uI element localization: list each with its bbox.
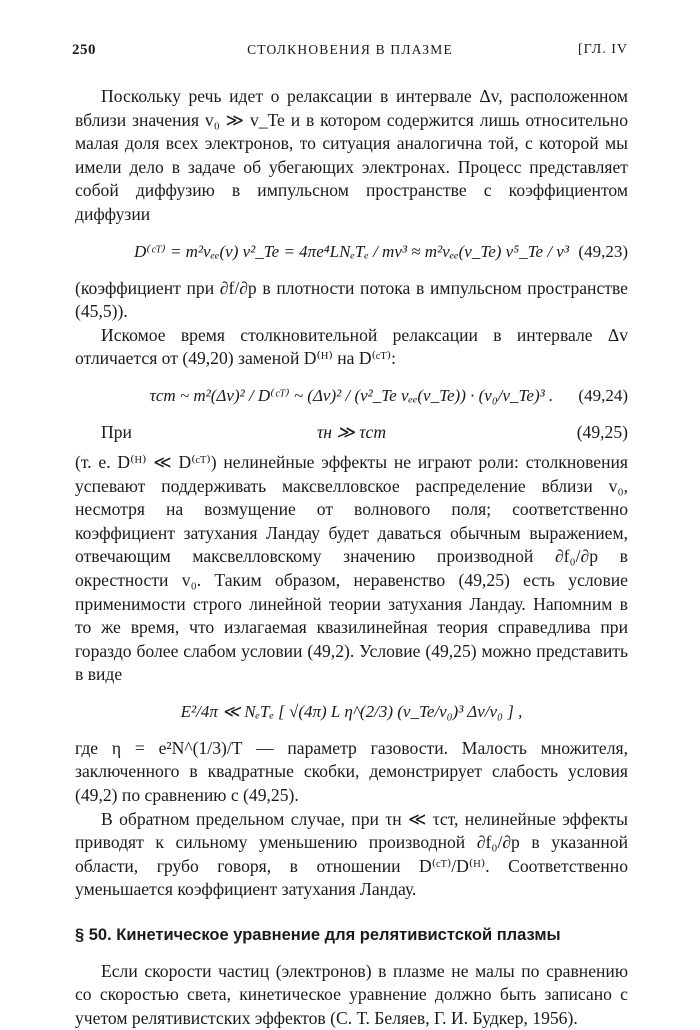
equation-formula: τст ~ m²(Δv)² / D⁽ᶜᵀ⁾ ~ (Δv)² / (v²_Te νₑₑ(v_Te)) · (v₀/v_Te)³ .	[149, 385, 554, 405]
equation-number: (49,23)	[578, 241, 628, 261]
equation-formula: τн ≫ τст	[316, 421, 387, 442]
paragraph-collision-time: Искомое время столкновительной релаксации в интервале Δv отличается от (49,20) заменой D⁽ᴴ⁾ на D⁽ᶜᵀ⁾:	[75, 324, 628, 369]
page-body	[75, 85, 628, 1030]
equation-formula: E²/4π ≪ NₑTₑ [ √(4π) L η^(2/3) (v_Te/v₀)³ Δv/v₀ ] ,	[180, 701, 523, 721]
paragraph-coefficient: (коэффициент при ∂f/∂p в плотности потока в импульсном пространстве (45,5)).	[75, 277, 628, 322]
running-title: СТОЛКНОВЕНИЯ В ПЛАЗМЕ	[247, 42, 453, 57]
paragraph-gas-parameter: где η = e²N^(1/3)/T — параметр газовости. Малость множителя, заключенного в квадратные скобки, демонстрирует слабость условия (49,2) по сравнению с (49,25).	[75, 737, 628, 806]
equation-49-23	[75, 232, 628, 272]
paragraph-relativistic: Если скорости частиц (электронов) в плазме не малы по сравнению со скоростью света, кинетическое уравнение должно быть записано с учетом релятивистских эффектов (С. Т. Беляев, Г. И. Будкер, 1956).	[75, 960, 628, 1028]
paragraph-nonlinear-effects: (т. е. D⁽ᴴ⁾ ≪ D⁽ᶜᵀ⁾) нелинейные эффекты не играют роли: столкновения успевают поддерживать максвелловское распределение вблизи v₀, несмотря на возмущение от волнового поля; соответственно коэффициент затухания Ландау будет даваться обычным выражением, отвечающим максвелловскому значению производной ∂f₀/∂p в окрестности v₀. Таким образом, неравенство (49,25) есть условие применимости строго линейной теории затухания Ландау. Напомним в то же время, что излагаемая квазилинейная теория справедлива при гораздо более слабом условии (49,2). Условие (49,25) можно представить в виде	[75, 451, 628, 685]
equation-condition	[75, 692, 628, 732]
equation-number: (49,25)	[576, 421, 628, 442]
paragraph-pri: При	[101, 421, 132, 442]
page-number: 250	[72, 42, 96, 58]
chapter-label: [ГЛ. IV	[578, 42, 628, 57]
equation-49-25	[75, 421, 628, 451]
equation-formula: D⁽ᶜᵀ⁾ = m²νₑₑ(v) v²_Te = 4πe⁴LNₑTₑ / mv³ ≈ m²νₑₑ(v_Te) v⁵_Te / v³	[134, 241, 569, 261]
running-header	[72, 42, 628, 68]
paragraph-opposite-case: В обратном предельном случае, при τн ≪ τст, нелинейные эффекты приводят к сильному уменьшению производной ∂f₀/∂p в указанной области, грубо говоря, в отношении D⁽ᶜᵀ⁾/D⁽ᴴ⁾. Соответственно уменьшается коэффициент затухания Ландау.	[75, 808, 628, 900]
paragraph-relaxation: Поскольку речь идет о релаксации в интервале Δv, расположенном вблизи значения v₀ ≫ v_Te и в котором содержится лишь относительно малая доля всех электронов, то ситуация аналогична той, с которой мы имели дело в задаче об убегающих электронах. Процесс представляет собой диффузию в импульсном пространстве с коэффициентом диффузии	[75, 86, 628, 224]
equation-49-24	[75, 376, 628, 416]
equation-number: (49,24)	[578, 385, 628, 405]
section-heading: § 50. Кинетическое уравнение для релятивистской плазмы	[75, 926, 561, 945]
